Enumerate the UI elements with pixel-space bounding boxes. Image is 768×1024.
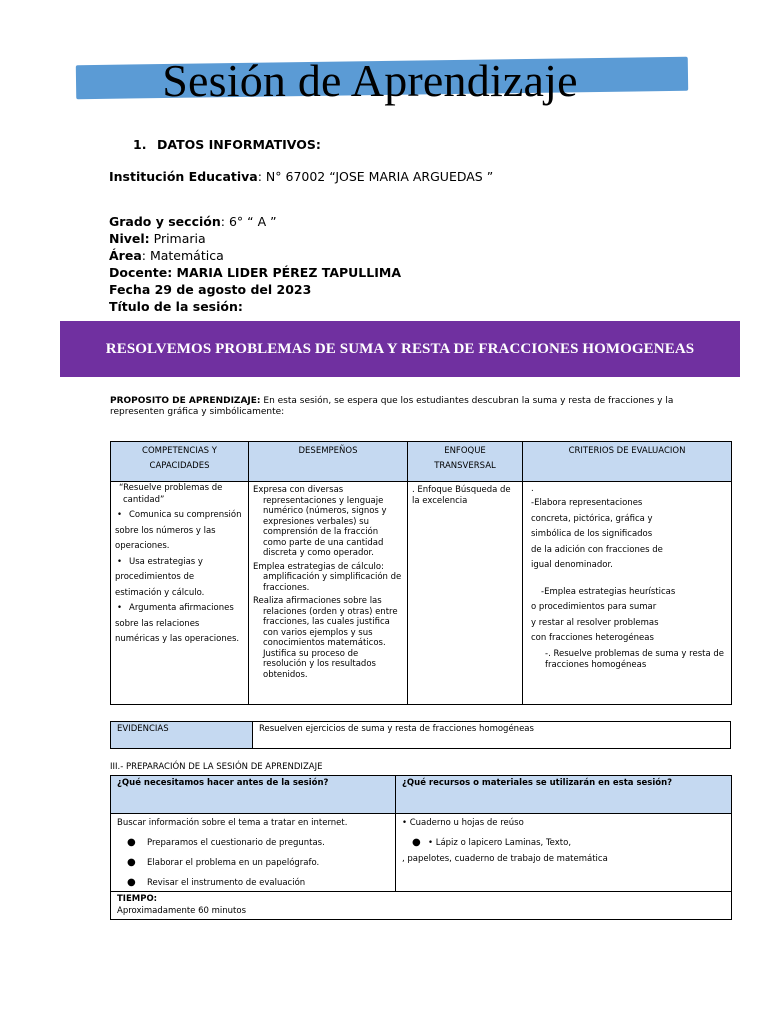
table-header-row bbox=[111, 442, 732, 482]
table-row bbox=[111, 482, 732, 705]
nivel-value: Primaria bbox=[149, 231, 206, 246]
preparacion-col1-header: ¿Qué necesitamos hacer antes de la sesión? bbox=[111, 776, 396, 814]
grado-value: : 6° “ A ” bbox=[220, 214, 277, 229]
info-grado bbox=[109, 214, 277, 229]
table-row bbox=[111, 814, 732, 892]
fecha-text: Fecha 29 de agosto del 2023 bbox=[109, 282, 312, 297]
criterio-line-3: simbólica de los significados bbox=[531, 529, 653, 539]
criterio-line-8: y restar al resolver problemas bbox=[531, 617, 659, 628]
info-titulo bbox=[109, 299, 243, 314]
tiempo-cell bbox=[111, 892, 732, 920]
table-row bbox=[111, 722, 731, 749]
bullet-icon: ● bbox=[412, 837, 421, 848]
table-row bbox=[111, 892, 732, 920]
preparacion-table bbox=[110, 775, 732, 920]
competencia-bullet-3-cont: sobre las relaciones bbox=[115, 618, 200, 629]
list-item: Buscar información sobre el tema a tratar en internet. bbox=[117, 818, 348, 828]
criterio-line-9: con fracciones heterogéneas bbox=[531, 633, 654, 643]
criterio-line-1: -Elabora representaciones bbox=[531, 498, 643, 508]
criterio-line-6: -Emplea estrategias heurísticas bbox=[541, 586, 676, 597]
desempeno-3: Realiza afirmaciones sobre las relaciones (orden y otras) entre fracciones, las cuales justifica con varios ejemplos y sus conocimientos matemáticos. Justifica su proceso de resolución y los resultados obtenidos. bbox=[253, 596, 398, 680]
nivel-label: Nivel: bbox=[109, 231, 150, 246]
banner-text: RESOLVEMOS PROBLEMAS DE SUMA Y RESTA DE FRACCIONES HOMOGENEAS bbox=[105, 340, 695, 357]
info-docente bbox=[109, 265, 401, 280]
desempeno-2: Emplea estrategias de cálculo: amplificación y simplificación de fracciones. bbox=[253, 561, 402, 593]
competencia-bullet-1-cont2: operaciones. bbox=[115, 541, 170, 551]
list-item: ● Preparamos el cuestionario de preguntas. bbox=[127, 837, 325, 848]
proposito-text: En esta sesión, se espera que los estudiantes descubran la suma y resta de fracciones y la representen gráfica y simbólicamente: bbox=[110, 396, 674, 417]
proposito-label: PROPOSITO DE APRENDIZAJE: bbox=[110, 396, 261, 406]
competencia-intro-2: cantidad” bbox=[123, 495, 165, 505]
preparacion-col2-header: ¿Qué recursos o materiales se utilizarán en esta sesión? bbox=[396, 776, 732, 814]
competencia-bullet-1: • Comunica su comprensión bbox=[115, 508, 244, 524]
area-value: : Matemática bbox=[141, 248, 224, 263]
competencia-intro-1: “Resuelve problemas de bbox=[119, 483, 223, 493]
header-desempenos: DESEMPEÑOS bbox=[249, 442, 408, 482]
list-item: • Cuaderno u hojas de reúso bbox=[402, 818, 524, 828]
desempeno-1: Expresa con diversas representaciones y lenguaje numérico (números, signos y expresiones verbales) su comprensión de la fracción como parte de una cantidad discreta y como operador. bbox=[253, 485, 387, 558]
criterio-line-7: o procedimientos para sumar bbox=[531, 602, 657, 612]
tiempo-label: TIEMPO: bbox=[117, 894, 158, 904]
evidencias-text: Resuelven ejercicios de suma y resta de fracciones homogéneas bbox=[253, 722, 731, 749]
session-title-banner bbox=[60, 321, 740, 377]
list-item: ● Revisar el instrumento de evaluación bbox=[127, 877, 306, 888]
evidencias-label: EVIDENCIAS bbox=[111, 722, 253, 749]
docente-text: Docente: MARIA LIDER PÉREZ TAPULLIMA bbox=[109, 265, 401, 280]
list-item: , papelotes, cuaderno de trabajo de matemática bbox=[402, 854, 608, 864]
competencia-bullet-2: • Usa estrategias y bbox=[115, 555, 244, 571]
titulo-label: Título de la sesión: bbox=[109, 299, 243, 314]
competencias-table bbox=[110, 441, 732, 705]
competencia-bullet-3-cont2: numéricas y las operaciones. bbox=[115, 634, 240, 644]
table-header-row bbox=[111, 776, 732, 814]
info-area bbox=[109, 248, 224, 263]
criterio-line-2: concreta, pictórica, gráfica y bbox=[531, 513, 653, 524]
list-item: ● • Lápiz o lapicero Laminas, Texto, bbox=[412, 837, 572, 848]
competencia-bullet-2-cont: procedimientos de bbox=[115, 572, 195, 582]
criterio-dot: . bbox=[531, 484, 534, 494]
grado-label: Grado y sección bbox=[109, 214, 221, 229]
competencia-bullet-3: • Argumenta afirmaciones bbox=[115, 601, 244, 617]
competencia-bullet-1-cont: sobre los números y las bbox=[115, 525, 216, 536]
header-criterios: CRITERIOS DE EVALUACION bbox=[523, 442, 732, 482]
competencia-bullet-2-cont2: estimación y cálculo. bbox=[115, 587, 205, 598]
enfoque-text: . Enfoque Búsqueda de la excelencia bbox=[412, 485, 511, 506]
header-competencias: COMPETENCIAS Y CAPACIDADES bbox=[111, 442, 249, 482]
area-label: Área bbox=[109, 248, 142, 263]
cell-enfoque bbox=[408, 482, 523, 705]
page-title: Sesión de Aprendizaje bbox=[162, 55, 578, 106]
criterio-line-5: igual denominador. bbox=[531, 560, 613, 570]
section-heading-datos bbox=[133, 137, 321, 152]
header-enfoque: ENFOQUE TRANSVERSAL bbox=[408, 442, 523, 482]
evidencias-table bbox=[110, 721, 731, 749]
criterio-line-10: -. Resuelve problemas de suma y resta de fracciones homogéneas bbox=[545, 648, 725, 670]
cell-criterios bbox=[523, 482, 732, 705]
preparacion-title: III.- PREPARACIÓN DE LA SESIÓN DE APRENDIZAJE bbox=[110, 762, 323, 772]
info-nivel bbox=[109, 231, 206, 246]
institucion-label: Institución Educativa bbox=[109, 169, 258, 184]
list-item: ● Elaborar el problema en un papelógrafo. bbox=[127, 857, 320, 868]
info-institucion bbox=[109, 169, 493, 184]
preparacion-col1-body bbox=[111, 814, 396, 892]
bullet-icon: ● bbox=[127, 857, 136, 868]
proposito-paragraph bbox=[110, 396, 730, 418]
criterio-line-4: de la adición con fracciones de bbox=[531, 544, 663, 555]
preparacion-col2-body bbox=[396, 814, 732, 892]
bullet-icon: ● bbox=[127, 877, 136, 888]
institucion-value: : N° 67002 “JOSE MARIA ARGUEDAS ” bbox=[257, 169, 494, 184]
cell-competencias bbox=[111, 482, 249, 705]
section-number: 1. bbox=[133, 137, 147, 152]
bullet-icon: ● bbox=[127, 837, 136, 848]
cell-desempenos bbox=[249, 482, 408, 705]
section-heading-text: DATOS INFORMATIVOS: bbox=[157, 137, 321, 152]
tiempo-value: Aproximadamente 60 minutos bbox=[117, 906, 246, 916]
info-fecha bbox=[109, 282, 311, 297]
